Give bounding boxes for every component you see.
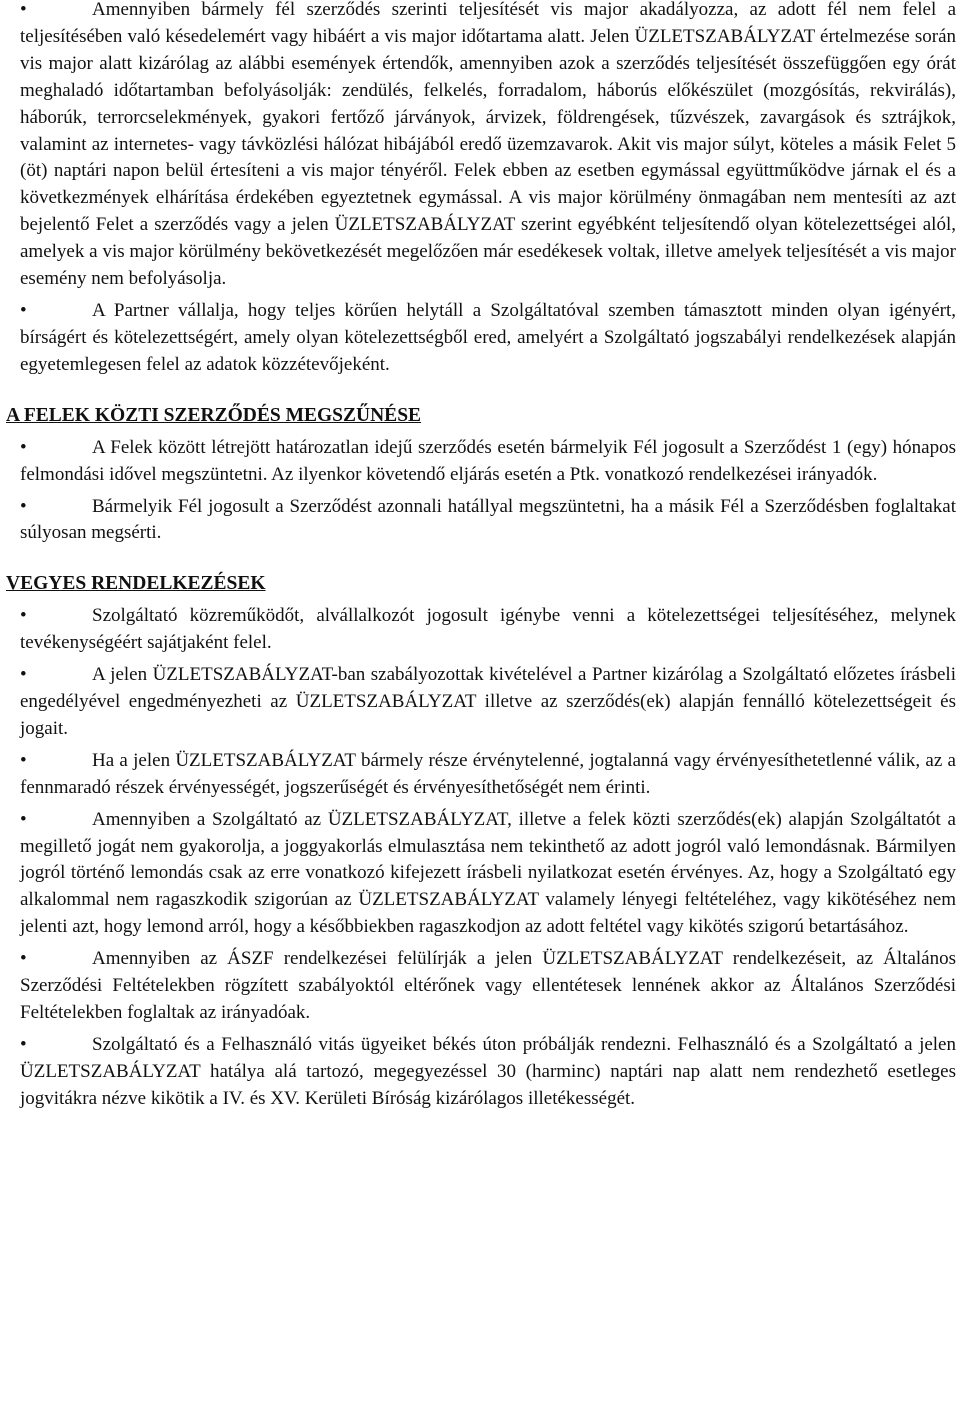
list-item [20, 662, 956, 743]
bullet-icon: • [20, 0, 27, 20]
bullet-icon: • [20, 436, 27, 458]
list-item [20, 748, 956, 802]
list-item-text: Bármelyik Fél jogosult a Szerződést azonnali hatállyal megszüntetni, ha a másik Fél a Szerződésben foglaltakat súlyosan megsérti. [20, 495, 956, 544]
list-item-text: A Partner vállalja, hogy teljes körűen helytáll a Szolgáltatóval szemben támasztott minden olyan igényért, bírságért és kötelezettségért, amely olyan kötelezettségből ered, amelyért a Szolgáltató jogszabályi rendelkezések alapján egyetemlegesen felel az adatok közzétevőjeként. [20, 299, 956, 375]
list-item-text: Szolgáltató közreműködőt, alvállalkozót jogosult igénybe venni a kötelezettségei teljesítéséhez, melynek tevékenységéért sajátjaként felel. [20, 605, 956, 654]
bullet-icon: • [20, 749, 27, 771]
list-item-text: Amennyiben bármely fél szerződés szerinti teljesítését vis major akadályozza, az adott fél nem felel a teljesítésében való késedelemért vagy hibáért a vis major időtartama alatt. Jelen ÜZLETSZABÁLYZAT értelmezése során vis major alatt kizárólag az alábbi események értendők, amennyiben azok a szerződés teljesítését összefüggően egy órát meghaladó időtartamban befolyásolják: zendülés, felkelés, forradalom, háborús előkészület (mozgósítás, rekvirálás), háborúk, terrorcselekmények, gyakori fertőző járványok, árvizek, földrengések, tűzvészek, zavargások és sztrájkok, valamint az internetes- vagy távközlési hálózat hibájából eredő üzemzavarok. Akit vis major súlyt, köteles a másik Felet 5 (öt) naptári napon belül értesíteni a vis major tényéről. Felek ebben az esetben egymással együttműködve járnak el és a következmények elhárítása érdekében egyeztetnek egymással. A vis major körülmény önmagában nem mentesíti az azt bejelentő Felet a szerződés vagy a jelen ÜZLETSZABÁLYZAT szerint egyébként teljesítendő olyan kötelezettségei alól, amelyek a vis major körülmény bekövetkezését megelőzően már esedékesek voltak, illetve amelyek teljesítését a vis major esemény nem befolyásolja. [20, 0, 956, 290]
list-item [20, 946, 956, 1027]
bullet-icon: • [20, 948, 27, 970]
section-heading-miscellaneous: VEGYES RENDELKEZÉSEK [6, 573, 266, 595]
list-item [20, 603, 956, 657]
bullet-icon: • [20, 495, 27, 517]
list-item [20, 494, 956, 548]
bullet-icon: • [20, 664, 27, 686]
list-item [20, 435, 956, 489]
list-item [20, 807, 956, 942]
list-item [20, 1032, 956, 1113]
list-item-text: Amennyiben a Szolgáltató az ÜZLETSZABÁLYZAT, illetve a felek közti szerződés(ek) alapján Szolgáltatót a megillető jogát nem gyakorolja, a joggyakorlás elmulasztása nem tekinthető az adott jogról való lemondásnak. Bármilyen jogról történő lemondás csak az erre vonatkozó kifejezett írásbeli nyilatkozat esetén érvényes. Az, hogy a Szolgáltató egy alkalommal nem ragaszkodik szigorúan az ÜZLETSZABÁLYZAT valamely lényegi feltételéhez, vagy kikötéséhez nem jelenti azt, hogy lemond arról, hogy a későbbiekben ragaszkodjon az adott feltétel vagy kikötés szigorú betartásához. [20, 808, 956, 938]
list-item [20, 0, 956, 293]
list-item-text: Szolgáltató és a Felhasználó vitás ügyeiket békés úton próbálják rendezni. Felhasználó és a Szolgáltató a jelen ÜZLETSZABÁLYZAT hatálya alá tartozó, megegyezéssel 30 (harminc) naptári nap alatt nem rendezhető esetleges jogvitákra nézve kikötik a IV. és XV. Kerületi Bíróság kizárólagos illetékességét. [20, 1033, 956, 1109]
list-item-text: A Felek között létrejött határozatlan idejű szerződés esetén bármelyik Fél jogosult a Szerződést 1 (egy) hónapos felmondási idővel megszüntetni. Az ilyenkor követendő eljárás esetén a Ptk. vonatkozó rendelkezései irányadók. [20, 436, 956, 485]
section-heading-termination: A FELEK KÖZTI SZERZŐDÉS MEGSZŰNÉSE [6, 404, 422, 426]
document-page [6, 0, 956, 1113]
list-item-text: Amennyiben az ÁSZF rendelkezései felülírják a jelen ÜZLETSZABÁLYZAT rendelkezéseit, az Általános Szerződési Feltételekben rögzített szabályoktól eltérőnek vagy ellentétesek lennének akkor az Általános Szerződési Feltételekben foglaltak az irányadóak. [20, 948, 956, 1023]
bullet-icon: • [20, 1033, 27, 1055]
list-item [20, 298, 956, 379]
bullet-icon: • [20, 299, 27, 321]
list-item-text: A jelen ÜZLETSZABÁLYZAT-ban szabályozottak kivételével a Partner kizárólag a Szolgáltató előzetes írásbeli engedélyével engedményezheti az ÜZLETSZABÁLYZAT illetve az szerződés(ek) alapján fennálló kötelezettségeit és jogait. [20, 664, 956, 739]
bullet-icon: • [20, 605, 27, 627]
list-item-text: Ha a jelen ÜZLETSZABÁLYZAT bármely része érvénytelenné, jogtalanná vagy érvényesíthetetlenné válik, az a fennmaradó részek érvényességét, jogszerűségét és érvényesíthetőségét nem érinti. [20, 749, 956, 798]
bullet-icon: • [20, 808, 27, 830]
